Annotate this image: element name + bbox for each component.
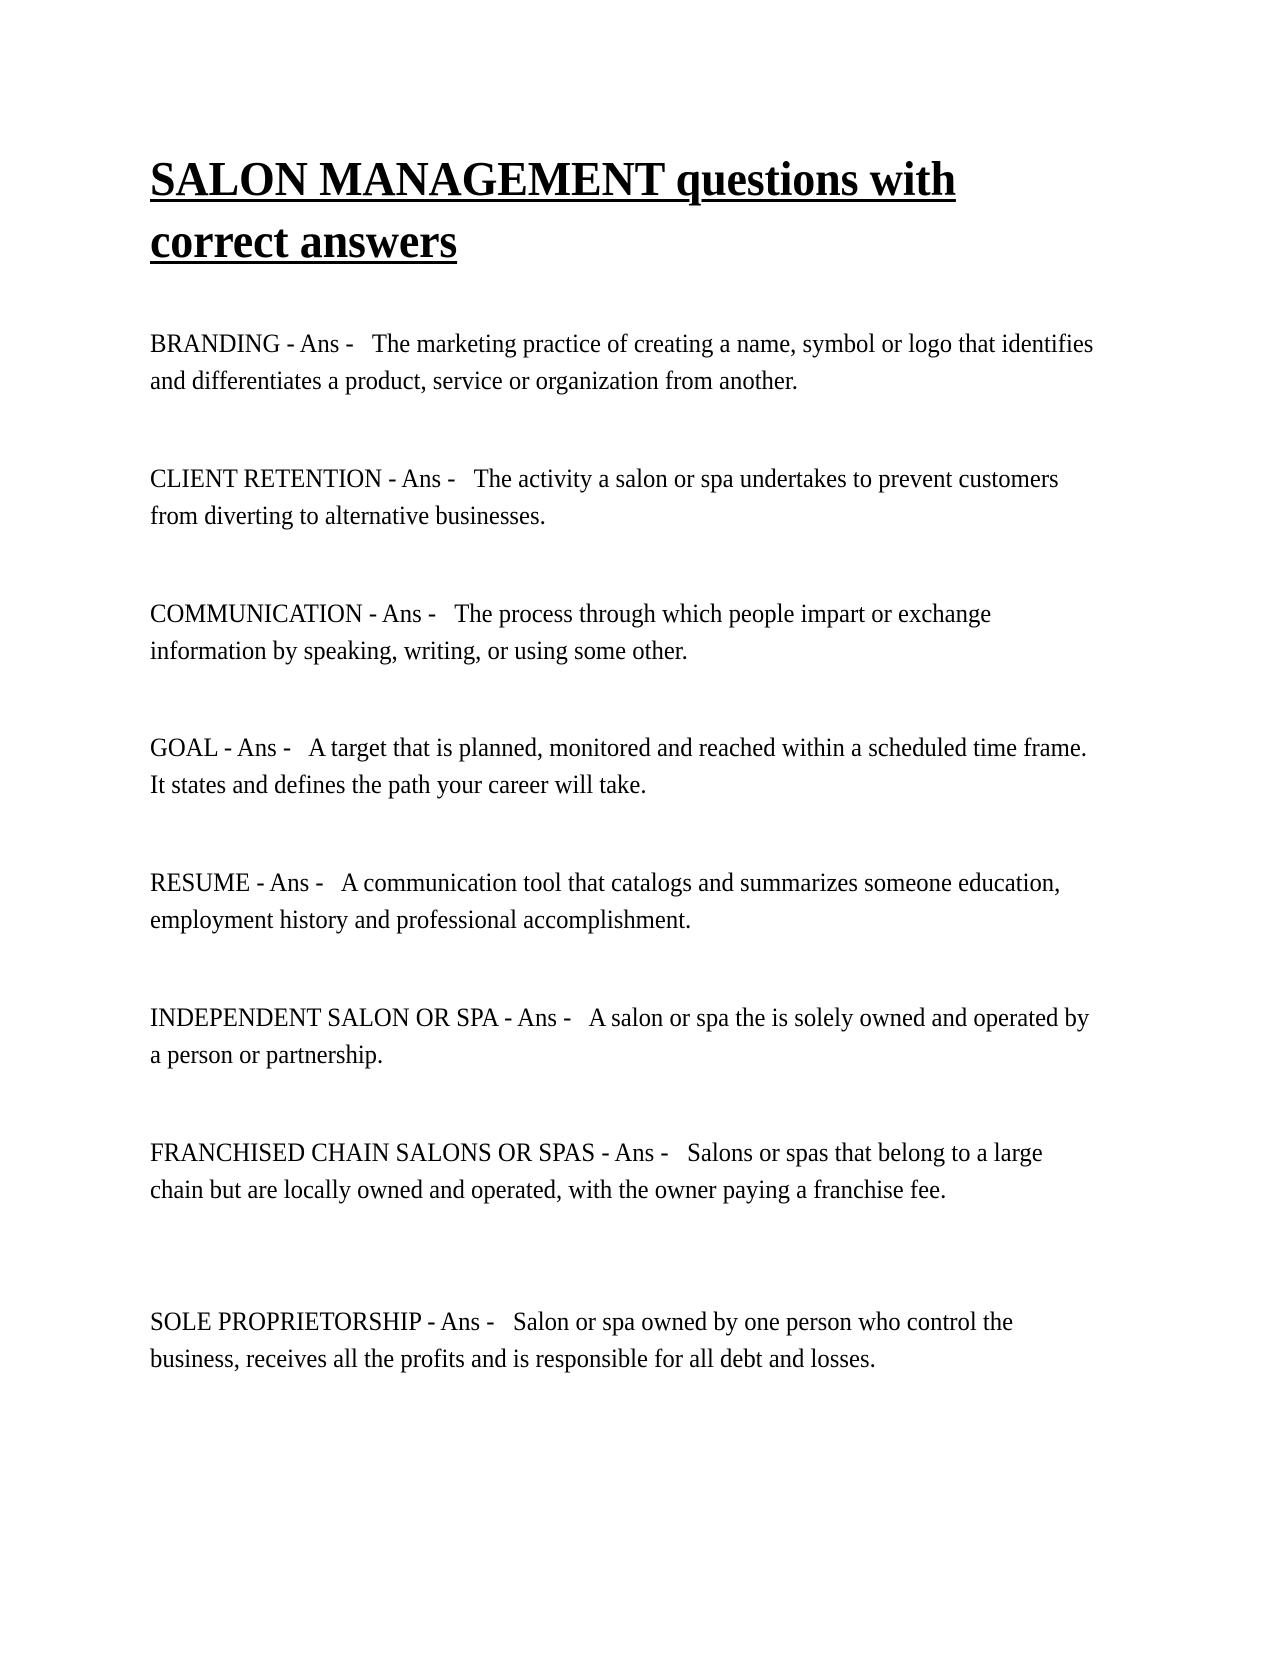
document-title: SALON MANAGEMENT questions with correct answers	[150, 151, 956, 268]
entry-term: BRANDING	[150, 329, 281, 358]
entry-separator: - Ans -	[497, 1003, 589, 1032]
entry-answer: Salon or spa owned by one person who control the business, receives all the profits and is responsible for all debt and losses.	[150, 1307, 1014, 1373]
entry-term: COMMUNICATION	[150, 599, 363, 628]
entry-answer: A target that is planned, monitored and reached within a scheduled time frame. It states and defines the path your career will take.	[150, 733, 1087, 799]
entry-separator: - Ans -	[280, 329, 372, 358]
qa-entry-branding	[150, 326, 1100, 399]
entry-term: FRANCHISED CHAIN SALONS OR SPAS	[150, 1138, 596, 1167]
qa-entry-communication	[150, 596, 1100, 669]
entry-answer: Salons or spas that belong to a large chain but are locally owned and operated, with the owner paying a franchise fee.	[150, 1138, 1043, 1204]
entry-separator: - Ans -	[421, 1307, 514, 1336]
qa-entry-client-retention	[150, 461, 1100, 534]
entry-term: SOLE PROPRIETORSHIP	[150, 1307, 422, 1336]
entry-separator: - Ans -	[362, 599, 455, 628]
qa-entry-independent-salon	[150, 1000, 1100, 1073]
entry-answer: The marketing practice of creating a name, symbol or logo that identifies and differentiates a product, service or organization from another.	[150, 329, 1094, 395]
entry-term: INDEPENDENT SALON OR SPA	[150, 1003, 498, 1032]
qa-entry-sole-proprietorship	[150, 1304, 1100, 1377]
entry-answer: A communication tool that catalogs and summarizes someone education, employment history and professional accomplishment.	[150, 868, 1061, 934]
entry-separator: - Ans -	[595, 1138, 688, 1167]
entry-separator: - Ans -	[382, 464, 474, 493]
entry-answer: The process through which people impart or exchange information by speaking, writing, or using some other.	[150, 599, 992, 665]
entry-separator: - Ans -	[217, 733, 309, 762]
entry-term: GOAL	[150, 733, 218, 762]
qa-entry-resume	[150, 865, 1100, 938]
entry-separator: - Ans -	[250, 868, 341, 897]
qa-entry-goal	[150, 730, 1100, 803]
entry-answer: The activity a salon or spa undertakes to prevent customers from diverting to alternative businesses.	[150, 464, 1059, 530]
qa-entry-franchised-chain	[150, 1135, 1100, 1208]
entry-answer: A salon or spa the is solely owned and operated by a person or partnership.	[150, 1003, 1090, 1069]
entry-term: RESUME	[150, 868, 251, 897]
entry-term: CLIENT RETENTION	[150, 464, 383, 493]
